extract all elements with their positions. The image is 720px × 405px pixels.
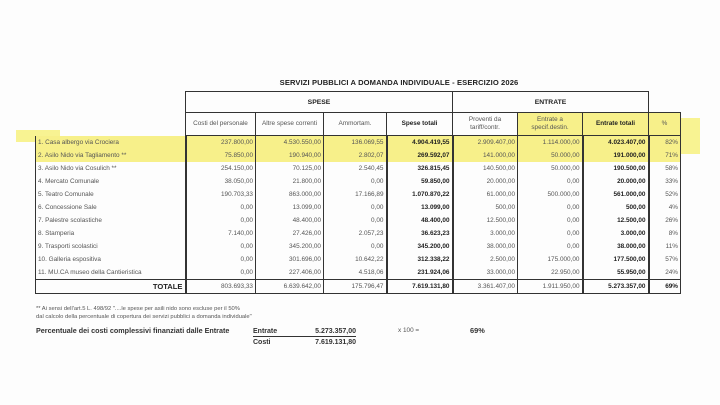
cell-spese-totali: 345.200,00 xyxy=(387,240,453,253)
table-row xyxy=(36,266,681,280)
totals-label: TOTALE xyxy=(36,280,186,294)
cell-proventi: 3.000,00 xyxy=(453,227,518,240)
table-row xyxy=(36,188,681,201)
cell-altre-spese: 21.800,00 xyxy=(256,175,324,188)
table-row xyxy=(36,201,681,214)
cell-spese-totali: 326.815,45 xyxy=(387,162,453,175)
summary-entrate-value: 5.273.357,00 xyxy=(315,327,356,335)
cell-proventi: 140.500,00 xyxy=(453,162,518,175)
row-label: 1. Casa albergo via Crociera xyxy=(36,136,186,150)
totals-row xyxy=(36,280,681,294)
cell-spese-totali: 312.338,22 xyxy=(387,253,453,266)
table-row xyxy=(36,240,681,253)
cell-entrate-totali: 177.500,00 xyxy=(583,253,649,266)
cell-altre-spese: 863.000,00 xyxy=(256,188,324,201)
cell-spese-totali: 48.400,00 xyxy=(387,214,453,227)
summary-costi-label: Costi xyxy=(253,338,271,346)
cell-costi-personale: 0,00 xyxy=(186,201,256,214)
table-row xyxy=(36,175,681,188)
cell-costi-personale: 237.800,00 xyxy=(186,136,256,150)
cell-costi-personale: 0,00 xyxy=(186,266,256,280)
cell-costi-personale: 190.703,33 xyxy=(186,188,256,201)
cell-entrate-totali: 500,00 xyxy=(583,201,649,214)
cell-proventi: 2.909.407,00 xyxy=(453,136,518,150)
cell-spese-totali: 13.099,00 xyxy=(387,201,453,214)
cell-altre-spese: 301.696,00 xyxy=(256,253,324,266)
cell-ammortam: 2.057,23 xyxy=(324,227,387,240)
cell-percent: 4% xyxy=(649,201,681,214)
cell-spese-totali: 4.904.419,55 xyxy=(387,136,453,150)
row-label: 6. Concessione Sale xyxy=(36,201,186,214)
group-header-entrate: ENTRATE xyxy=(453,92,649,113)
cell-entrate-totali: 3.000,00 xyxy=(583,227,649,240)
cell-costi-personale: 75.850,00 xyxy=(186,149,256,162)
row-label: 5. Teatro Comunale xyxy=(36,188,186,201)
cell-entrate-totali: 55.950,00 xyxy=(583,266,649,280)
footnote-line-1: ** Ai sensi dell'art.5 L. 498/92 "....le spese per asili nido sono escluse per il 50% xyxy=(36,306,240,312)
cell-proventi: 61.000,00 xyxy=(453,188,518,201)
col-header-percent: % xyxy=(649,113,681,136)
col-header-proventi: Proventi da tariff/contr. xyxy=(453,113,518,136)
total-entrate-spec: 1.911.950,00 xyxy=(518,280,583,294)
cell-spese-totali: 1.070.870,22 xyxy=(387,188,453,201)
total-entrate-totali: 5.273.357,00 xyxy=(583,280,649,294)
cell-ammortam: 0,00 xyxy=(324,201,387,214)
table-row xyxy=(36,214,681,227)
cell-percent: 33% xyxy=(649,175,681,188)
cell-proventi: 141.000,00 xyxy=(453,149,518,162)
cell-costi-personale: 7.140,00 xyxy=(186,227,256,240)
row-label: 8. Stamperia xyxy=(36,227,186,240)
row-label: 7. Palestre scolastiche xyxy=(36,214,186,227)
cell-entrate-totali: 38.000,00 xyxy=(583,240,649,253)
cell-ammortam: 10.642,22 xyxy=(324,253,387,266)
cell-entrate-spec: 0,00 xyxy=(518,175,583,188)
cell-altre-spese: 227.406,00 xyxy=(256,266,324,280)
cell-entrate-totali: 20.000,00 xyxy=(583,175,649,188)
cell-entrate-totali: 191.000,00 xyxy=(583,149,649,162)
col-header-altre-spese: Altre spese correnti xyxy=(256,113,324,136)
cell-spese-totali: 231.924,06 xyxy=(387,266,453,280)
summary-label: Percentuale dei costi complessivi finanziati dalle Entrate xyxy=(36,326,230,335)
cell-ammortam: 2.540,45 xyxy=(324,162,387,175)
cell-proventi: 2.500,00 xyxy=(453,253,518,266)
cell-altre-spese: 190.940,00 xyxy=(256,149,324,162)
cell-entrate-totali: 561.000,00 xyxy=(583,188,649,201)
cell-ammortam: 136.069,55 xyxy=(324,136,387,150)
row-label: 9. Trasporti scolastici xyxy=(36,240,186,253)
services-table xyxy=(35,91,681,294)
cell-costi-personale: 38.050,00 xyxy=(186,175,256,188)
cell-costi-personale: 0,00 xyxy=(186,214,256,227)
summary-result: 69% xyxy=(470,326,485,335)
cell-altre-spese: 345.200,00 xyxy=(256,240,324,253)
total-proventi: 3.361.407,00 xyxy=(453,280,518,294)
cell-entrate-spec: 175.000,00 xyxy=(518,253,583,266)
cell-percent: 52% xyxy=(649,188,681,201)
cell-entrate-spec: 0,00 xyxy=(518,240,583,253)
cell-proventi: 20.000,00 xyxy=(453,175,518,188)
total-ammortam: 175.796,47 xyxy=(324,280,387,294)
cell-ammortam: 2.802,07 xyxy=(324,149,387,162)
cell-percent: 11% xyxy=(649,240,681,253)
cell-spese-totali: 59.850,00 xyxy=(387,175,453,188)
cell-entrate-spec: 0,00 xyxy=(518,201,583,214)
cell-ammortam: 17.166,89 xyxy=(324,188,387,201)
cell-percent: 24% xyxy=(649,266,681,280)
col-header-entrate-spec: Entrate a specif.destin. xyxy=(518,113,583,136)
row-label: 4. Mercato Comunale xyxy=(36,175,186,188)
col-header-entrate-totali: Entrate totali xyxy=(583,113,649,136)
row-label: 2. Asilo Nido via Tagliamento ** xyxy=(36,149,186,162)
footnote xyxy=(36,305,252,321)
row-label: 10. Galleria espositiva xyxy=(36,253,186,266)
cell-entrate-spec: 50.000,00 xyxy=(518,149,583,162)
cell-proventi: 500,00 xyxy=(453,201,518,214)
col-header-costi-personale: Costi del personale xyxy=(186,113,256,136)
total-costi: 803.693,33 xyxy=(186,280,256,294)
summary-multiplier: x 100 = xyxy=(398,327,420,334)
total-altre: 6.639.642,00 xyxy=(256,280,324,294)
cell-percent: 82% xyxy=(649,136,681,150)
cell-percent: 71% xyxy=(649,149,681,162)
cell-costi-personale: 0,00 xyxy=(186,253,256,266)
cell-costi-personale: 254.150,00 xyxy=(186,162,256,175)
table-row xyxy=(36,162,681,175)
cell-ammortam: 0,00 xyxy=(324,240,387,253)
total-percent: 69% xyxy=(649,280,681,294)
page-title: SERVIZI PUBBLICI A DOMANDA INDIVIDUALE - ESERCIZIO 2026 xyxy=(279,78,519,87)
table-row xyxy=(36,227,681,240)
footnote-line-2: dal calcolo della percentuale di copertura dei servizi pubblici a domanda individuale" xyxy=(36,314,252,320)
cell-percent: 8% xyxy=(649,227,681,240)
cell-ammortam: 0,00 xyxy=(324,214,387,227)
cell-entrate-totali: 190.500,00 xyxy=(583,162,649,175)
cell-costi-personale: 0,00 xyxy=(186,240,256,253)
total-spese-totali: 7.619.131,80 xyxy=(387,280,453,294)
cell-proventi: 12.500,00 xyxy=(453,214,518,227)
col-header-spese-totali: Spese totali xyxy=(387,113,453,136)
summary-entrate-label: Entrate xyxy=(253,327,278,335)
cell-entrate-spec: 1.114.000,00 xyxy=(518,136,583,150)
cell-altre-spese: 27.426,00 xyxy=(256,227,324,240)
cell-altre-spese: 4.530.550,00 xyxy=(256,136,324,150)
cell-entrate-spec: 50.000,00 xyxy=(518,162,583,175)
cell-entrate-spec: 0,00 xyxy=(518,214,583,227)
group-header-spese: SPESE xyxy=(186,92,453,113)
cell-spese-totali: 269.592,07 xyxy=(387,149,453,162)
cell-proventi: 33.000,00 xyxy=(453,266,518,280)
cell-percent: 26% xyxy=(649,214,681,227)
row-label: 3. Asilo Nido via Cosulich ** xyxy=(36,162,186,175)
row-label: 11. MU.CA museo della Cantieristica xyxy=(36,266,186,280)
summary-fraction xyxy=(253,326,356,347)
cell-entrate-totali: 4.023.407,00 xyxy=(583,136,649,150)
cell-spese-totali: 36.623,23 xyxy=(387,227,453,240)
cell-ammortam: 4.518,06 xyxy=(324,266,387,280)
cell-percent: 57% xyxy=(649,253,681,266)
table-row xyxy=(36,253,681,266)
cell-altre-spese: 13.099,00 xyxy=(256,201,324,214)
cell-percent: 58% xyxy=(649,162,681,175)
col-header-ammortam: Ammortam. xyxy=(324,113,387,136)
cell-ammortam: 0,00 xyxy=(324,175,387,188)
cell-entrate-totali: 12.500,00 xyxy=(583,214,649,227)
table-row xyxy=(36,136,681,150)
cell-altre-spese: 70.125,00 xyxy=(256,162,324,175)
cell-entrate-spec: 500.000,00 xyxy=(518,188,583,201)
summary-costi-value: 7.619.131,80 xyxy=(315,338,356,346)
cell-altre-spese: 48.400,00 xyxy=(256,214,324,227)
cell-entrate-spec: 22.950,00 xyxy=(518,266,583,280)
table-row xyxy=(36,149,681,162)
cell-proventi: 38.000,00 xyxy=(453,240,518,253)
cell-entrate-spec: 0,00 xyxy=(518,227,583,240)
